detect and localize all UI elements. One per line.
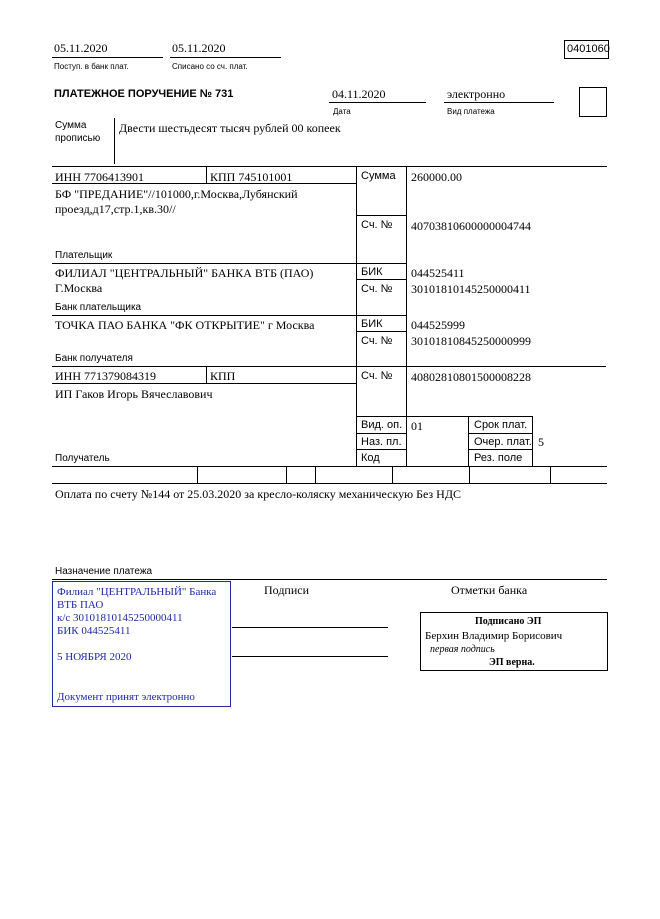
purpose-text: Оплата по счету №144 от 25.03.2020 за кресло-коляску механическую Без НДС [55,487,462,501]
amount-words-label: прописью [55,133,101,144]
divider [52,383,356,384]
ep-signer: Берхин Владимир Борисович [425,630,563,642]
amount-words-label: Сумма [55,120,87,131]
ep-box [420,612,608,671]
divider [52,366,606,367]
payee-name: ИП Гаков Игорь Вячеславович [55,387,213,401]
divider [356,166,357,466]
divider [52,166,607,167]
divider [532,416,533,466]
payee-bik-label: БИК [361,318,383,330]
divider [52,466,607,467]
bank-stamp [52,581,231,707]
order-date: 04.11.2020 [332,87,386,101]
payer-account-label: Сч. № [361,219,393,231]
payee-bik: 044525999 [411,318,465,332]
date-debited: 05.11.2020 [172,41,226,55]
divider [286,466,287,483]
payee-bank-acc: 30101810845250000999 [411,334,531,348]
date-debited-label: Списано со сч. плат. [172,62,248,71]
divider [52,315,406,316]
divider [170,57,281,58]
payer-bank-name: ФИЛИАЛ "ЦЕНТРАЛЬНЫЙ" БАНКА ВТБ (ПАО) [55,266,314,280]
amount-value: 260000.00 [411,170,462,184]
ep-valid: ЭП верна. [489,657,535,668]
bank-marks-label: Отметки банка [451,583,528,597]
divider [206,366,207,383]
payer-label: Плательщик [55,250,113,261]
stamp-accepted: Документ принят электронно [57,691,195,703]
payer-kpp: КПП 745101001 [210,170,293,184]
amount-label: Сумма [361,170,396,182]
divider [406,166,407,466]
signature-line [232,656,388,657]
divider [356,433,406,434]
payer-bank-city: Г.Москва [55,281,103,295]
order-date-label: Дата [333,107,351,116]
divider [356,449,406,450]
divider [356,331,406,332]
payee-bank-name: ТОЧКА ПАО БАНКА "ФК ОТКРЫТИЕ" г Москва [55,318,315,332]
divider [52,263,356,264]
divider [114,118,115,164]
vid-op-label: Вид. оп. [361,419,403,431]
stamp-date: 5 НОЯБРЯ 2020 [57,651,132,663]
divider [52,579,607,580]
stamp-line: Филиал "ЦЕНТРАЛЬНЫЙ" Банка [57,586,217,598]
payment-type-label: Вид платежа [447,107,495,116]
payer-bank-acc-label: Сч. № [361,283,393,295]
divider [356,279,406,280]
ocher-label: Очер. плат. [474,436,532,448]
payee-kpp: КПП [210,369,236,383]
payee-inn: ИНН 771379084319 [55,369,156,383]
signatures-label: Подписи [264,583,310,597]
divider [468,449,532,450]
payer-name: проезд,д17,стр.1,кв.30// [55,202,176,216]
payee-bank-acc-label: Сч. № [361,335,393,347]
divider [329,102,426,103]
page-title: ПЛАТЕЖНОЕ ПОРУЧЕНИЕ № 731 [54,88,234,100]
purpose-label: Назначение платежа [55,566,153,577]
form-code: 0401060 [567,43,610,55]
divider [52,183,356,184]
divider [356,416,532,417]
payee-label: Получатель [55,453,110,464]
payee-acc-label: Сч. № [361,370,393,382]
payer-bik-label: БИК [361,266,383,278]
date-received: 05.11.2020 [54,41,108,55]
ep-title: Подписано ЭП [475,616,542,627]
divider [315,466,316,483]
vid-op-value: 01 [411,419,423,433]
date-received-label: Поступ. в банк плат. [54,62,129,71]
status-box [579,87,607,117]
payer-inn: ИНН 7706413901 [55,170,144,184]
srok-label: Срок плат. [474,419,528,431]
divider [52,57,163,58]
divider [469,466,470,483]
divider [52,483,607,484]
divider [356,263,406,264]
payer-bik: 044525411 [411,266,465,280]
naz-pl-label: Наз. пл. [361,436,402,448]
divider [550,466,551,483]
payer-bank-label: Банк плательщика [55,302,142,313]
divider [206,166,207,183]
payer-bank-acc: 30101810145250000411 [411,282,531,296]
payment-type: электронно [447,87,506,101]
ocher-value: 5 [538,435,544,449]
amount-words-value: Двести шестьдесят тысяч рублей 00 копеек [119,121,341,135]
divider [392,466,393,483]
payer-name: БФ "ПРЕДАНИЕ"//101000,г.Москва,Лубянский [55,187,298,201]
signature-line [232,627,388,628]
divider [468,433,532,434]
payer-account-value: 40703810600000004744 [411,219,531,233]
divider [468,416,469,466]
stamp-line: к/с 30101810145250000411 [57,612,183,624]
divider [356,215,406,216]
divider [197,466,198,483]
ep-first-sig: первая подпись [430,644,495,655]
payee-acc: 40802810801500008228 [411,370,531,384]
kod-label: Код [361,452,380,464]
stamp-line: ВТБ ПАО [57,599,104,611]
rez-pole-label: Рез. поле [474,452,523,464]
stamp-line: БИК 044525411 [57,625,131,637]
payee-bank-label: Банк получателя [55,353,133,364]
divider [444,102,554,103]
